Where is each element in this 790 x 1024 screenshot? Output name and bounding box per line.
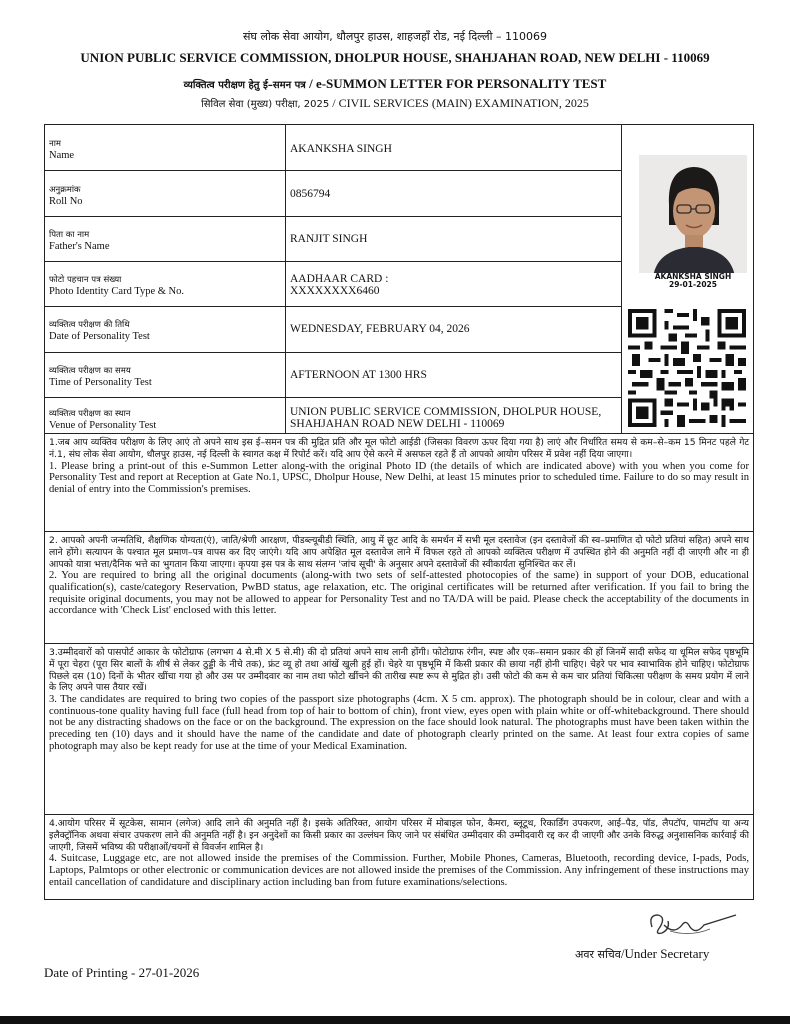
candidate-photo [639, 155, 747, 277]
label-hindi: फोटो पहचान पत्र संख्या [49, 275, 122, 285]
label-hindi: व्यक्तित्व परीक्षण का स्थान [49, 409, 131, 419]
label-english: Father's Name [49, 241, 110, 252]
roll-no-value: 0856794 [290, 188, 331, 200]
designation-english: /Under Secretary [620, 946, 710, 961]
header-commission-name: UNION PUBLIC SERVICE COMMISSION, DHOLPUR HOUSE, SHAHJAHAN ROAD, NEW DELHI - 110069 [80, 50, 710, 65]
photo-id-value: AADHAAR CARD : XXXXXXXX6460 [290, 273, 389, 297]
instruction-3-english: 3. The candidates are required to bring two copies of the passport size photographs (4cm. X 5 cm. approx). The photograph should be in colour, clear and with a continuous-tone quality having full face (full head from top of hair to bottom of chin), front view, eyes open with plain white or off-whitebackground. There should not be any distracting shadows on the face or on the background. The expression on the face should look natural. The photographs must have been taken within the preceding ten (10) days and it should have the name of the candidate and date of photograph clearly printed on the same. At least four extra copies of same photograph may also be kept ready for use at the time of your Medical Examination. [49, 694, 749, 752]
summon-details-frame [44, 124, 754, 900]
divider [621, 125, 622, 433]
exam-name-english: / CIVIL SERVICES (MAIN) EXAMINATION, 2025 [332, 96, 589, 110]
test-time-value: AFTERNOON AT 1300 HRS [290, 369, 427, 381]
letter-title-hindi: व्यक्तित्व परीक्षण हेतु ई–समन पत्र [183, 80, 306, 91]
father-name-value: RANJIT SINGH [290, 233, 368, 245]
under-secretary-designation [575, 946, 709, 962]
divider [45, 814, 753, 815]
candidate-name-value: AKANKSHA SINGH [290, 143, 392, 155]
letter-title-english: / e-SUMMON LETTER FOR PERSONALITY TEST [309, 76, 607, 91]
label-hindi: पिता का नाम [49, 230, 90, 240]
exam-name-hindi: सिविल सेवा (मुख्य) परीक्षा, 2025 [201, 99, 330, 110]
print-date: Date of Printing - 27-01-2026 [44, 965, 200, 980]
instruction-3-hindi: 3.उम्मीदवारों को पासपोर्ट आकार के फोटोग्राफ (लगभग 4 से.मी X 5 से.मी) की दो प्रतियां अपने साथ लानी होंगी। फोटोग्राफ रंगीन, स्पष्ट और एक–समान प्रकार की हों जिनमें सादी सफेद या धूमिल सफेद पृष्ठभूमि में पूरा चेहरा (पूरा सिर बालों के शीर्ष से लेकर ठुड्डी के नीचे तक), फ्रंट व्यू हो तथा आंखें खुली हुई हों। चेहरे या पृष्ठभूमि में किसी प्रकार की छाया नहीं होनी चाहिए। चेहरे पर भाव स्वाभाविक होने चाहिए। फोटोग्राफ पिछले दस (10) दिनों के भीतर खींचा गया हो और उस पर उम्मीदवार का नाम तथा फोटो खींचने की तारीख स्पष्ट रूप से मुद्रित हो। उसी फोटो की कम से कम चार प्रतियां चिकित्सा परीक्षण के समय प्रयोग में लाने के लिए अपने पास तैयार रखें। [49, 647, 749, 694]
label-english: Photo Identity Card Type & No. [49, 286, 184, 297]
test-date-label [49, 319, 150, 343]
instruction-2-hindi: 2. आपको अपनी जन्मतिथि, शैक्षणिक योग्यता(एं), जाति/श्रेणी आरक्षण, पीडब्ल्यूबीडी स्थिति, आयु में छूट आदि के समर्थन में सभी मूल दस्तावेज (इन दस्तावेजों की स्व–प्रमाणित दो फोटो प्रतियां सहित) अपने साथ लाने होंगे। सत्यापन के पश्चात मूल प्रमाण–पत्र वापस कर दिए जाएंगे। यदि आप अपेक्षित मूल दस्तावेज लाने में विफल रहते तो आपको व्यक्तित्व परीक्षण में उपस्थित होने की अनुमति नहीं दी जाएगी और ना ही आपको यात्रा भत्ता/दैनिक भत्ते का भुगतान किया जाएगा। कृपया इस पत्र के साथ संलग्न 'जांच सूची' के अनुसार अपने दस्तावेजों की स्वीकार्यता सुनिश्चित कर लें। [49, 535, 749, 570]
roll-no-label [49, 184, 83, 208]
instruction-2-english: 2. You are required to bring all the original documents (along-with two sets of self-attested photocopies of the same) in support of your DOB, educational qualification(s), caste/category Reservation, PwBD status, age relaxation, etc. The original certificates will be returned after verification. If you fail to bring the requisite original documents, you may not be allowed to appear for Personality Test and no TA/DA will be paid. Please check the acceptability of the documents in accordance with 'Check List' enclosed with this letter. [49, 570, 749, 617]
instruction-1 [49, 437, 749, 495]
instruction-4-hindi: 4.आयोग परिसर में सूटकेस, सामान (लगेज) आदि लाने की अनुमति नहीं है। इसके अतिरिक्त, आयोग परिसर में मोबाइल फोन, कैमरा, ब्लूटूथ, रिकार्डिंग उपकरण, आई–पैड, पॉड, लैपटॉप, पामटॉप या अन्य इलैक्ट्रॉनिक अथवा संचार उपकरण लाने की अनुमति नहीं है। इन अनुदेशों का किसी प्रकार का उल्लंघन किए जाने पर संबंधित उम्मीदवार की उम्मीदवारी रद्द कर दी जाएगी और उनके विरुद्ध अनुशासनिक कार्रवाई की जाएगी, जिसमें भविष्य की परीक्षाओं/चयनों से विवर्जन शामिल है। [49, 818, 749, 853]
instruction-3 [49, 647, 749, 752]
divider [285, 125, 286, 433]
divider [45, 216, 621, 217]
test-time-label [49, 365, 152, 389]
label-hindi: नाम [49, 139, 62, 149]
father-name-label [49, 229, 110, 253]
bottom-edge-bar [0, 1016, 790, 1024]
test-date-value: WEDNESDAY, FEBRUARY 04, 2026 [290, 323, 470, 335]
label-english: Time of Personality Test [49, 377, 152, 388]
divider [45, 433, 753, 434]
divider [45, 397, 621, 398]
designation-hindi: अवर सचिव [575, 948, 621, 961]
divider [45, 352, 621, 353]
label-english: Name [49, 150, 75, 161]
photo-caption [635, 273, 751, 289]
venue-label [49, 408, 156, 432]
divider [45, 170, 621, 171]
candidate-photo-image [639, 155, 747, 277]
signature-image [640, 905, 740, 945]
instruction-4-english: 4. Suitcase, Luggage etc, are not allowed inside the premises of the Commission. Further, Mobile Phones, Cameras, Bluetooth, recording device, I-pads, Pods, Laptops, Palmtops or other electronic or communication devices are not allowed inside the premises of the Commission. Any infringement of these instructions may entail cancellation of candidature and disciplinary action including ban from future examinations/selections. [49, 853, 749, 888]
header-exam-name [0, 96, 790, 111]
photo-caption-date: 29-01-2025 [669, 280, 717, 289]
header-letter-title [0, 76, 790, 92]
photo-id-label [49, 274, 184, 298]
qr-code [628, 309, 746, 427]
label-hindi: अनुक्रमांक [49, 185, 81, 195]
instruction-4 [49, 818, 749, 888]
label-english: Roll No [49, 196, 83, 207]
instruction-1-hindi: 1.जब आप व्यक्तिव परीक्षण के लिए आएं तो अपने साथ इस ई–समन पत्र की मुद्रित प्रति और मूल फोटो आईडी (जिसका विवरण ऊपर दिया गया है) लाएं और निर्धारित समय से कम–से–कम 15 मिनट पहले गेट नं.1, संघ लोक सेवा आयोग, धौलपुर हाउस, नई दिल्ली के स्वागत कक्ष में रिपोर्ट करें। यदि आप ऐसे करने में असफल रहते हैं तो आपको आयोग परिसर में प्रवेश नहीं दिया जाएगा। [49, 437, 749, 460]
instruction-1-english: 1. Please bring a print-out of this e-Summon Letter along-with the original Photo ID (the details of which are indicated above) with you when you come for Personality Test and report at Reception at Gate No.1, UPSC, Dholpur House, New Delhi, at least 15 minutes prior to scheduled time. Failure to do so may result in denial of entry into the Commission's premises. [49, 460, 749, 495]
divider [45, 643, 753, 644]
label-english: Venue of Personality Test [49, 420, 157, 431]
name-label [49, 138, 74, 162]
header-line-hindi: संघ लोक सेवा आयोग, धौलपुर हाउस, शाहजहाँ रोड, नई दिल्ली – 110069 [243, 30, 547, 43]
divider [45, 261, 621, 262]
venue-value: UNION PUBLIC SERVICE COMMISSION, DHOLPUR HOUSE, SHAHJAHAN ROAD NEW DELHI - 110069 [290, 406, 602, 430]
label-hindi: व्यक्तित्व परीक्षण की तिथि [49, 320, 130, 330]
divider [45, 306, 621, 307]
instruction-2 [49, 535, 749, 617]
label-hindi: व्यक्तित्व परीक्षण का समय [49, 366, 131, 376]
divider [45, 531, 753, 532]
label-english: Date of Personality Test [49, 331, 150, 342]
photo-caption-name: AKANKSHA SINGH [654, 272, 732, 281]
